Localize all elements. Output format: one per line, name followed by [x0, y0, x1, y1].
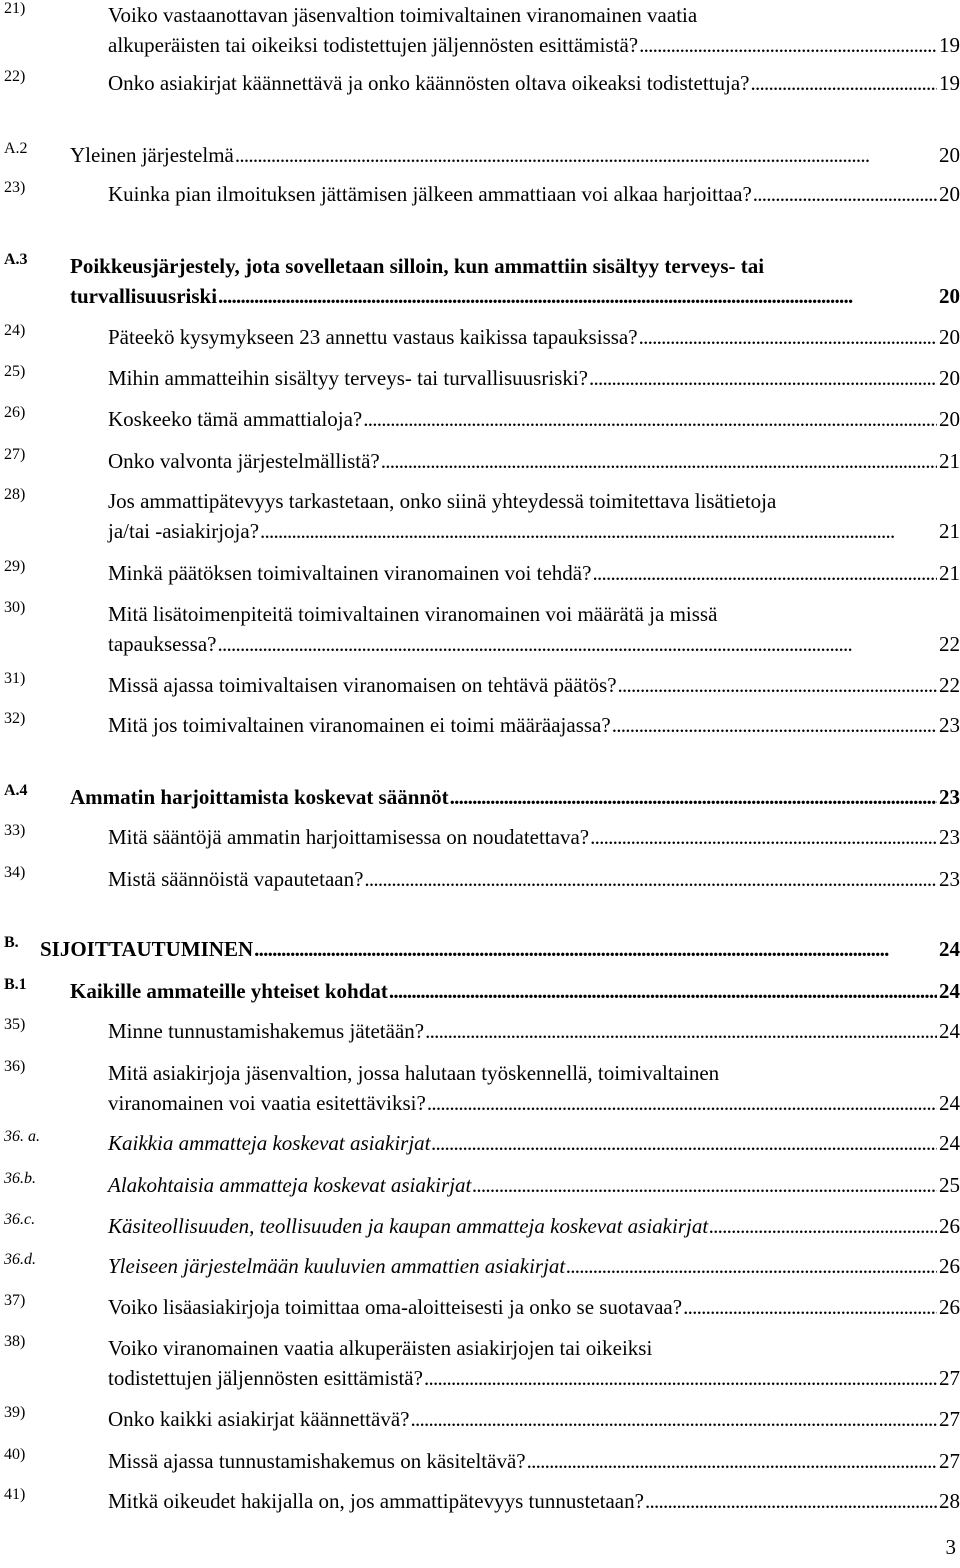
dot-leader	[612, 710, 937, 740]
entry-number: 36. a.	[4, 1128, 40, 1145]
entry-page-number: 19	[939, 71, 960, 95]
toc-entry-36d[interactable]	[0, 1251, 960, 1281]
entry-page-number: 27	[939, 1407, 960, 1431]
toc-entry-26[interactable]	[0, 404, 960, 434]
entry-number: 37)	[4, 1292, 26, 1309]
page-number: 3	[945, 1535, 956, 1559]
entry-page-number: 20	[939, 143, 960, 167]
entry-title-line: Koskeeko tämä ammattialoja?	[108, 407, 363, 431]
entry-page-number: 26	[939, 1254, 960, 1278]
toc-entry-36[interactable]	[0, 1058, 960, 1118]
entry-title-line: ja/tai -asiakirjoja?	[108, 519, 260, 543]
entry-page-number: 28	[939, 1489, 960, 1513]
entry-title-line: Missä ajassa tunnustamishakemus on käsiteltävä?	[108, 1449, 526, 1473]
entry-number: 24)	[4, 322, 26, 339]
dot-leader	[590, 822, 937, 852]
entry-title-line: Mitkä oikeudet hakijalla on, jos ammattipätevyys tunnustetaan?	[108, 1489, 644, 1513]
entry-page-number: 22	[939, 673, 960, 697]
dot-leader	[217, 629, 937, 659]
toc-entry-40[interactable]	[0, 1446, 960, 1476]
dot-leader	[639, 322, 937, 352]
entry-title-line: Mitä jos toimivaltainen viranomainen ei toimi määräajassa?	[108, 713, 611, 737]
dot-leader	[235, 140, 937, 170]
toc-section-B[interactable]	[0, 934, 960, 964]
entry-title-line: Kuinka pian ilmoituksen jättämisen jälkeen ammattiaan voi alkaa harjoittaa?	[108, 182, 752, 206]
toc-section-A3[interactable]	[0, 251, 960, 311]
toc-entry-23[interactable]	[0, 179, 960, 209]
entry-page-number: 20	[939, 284, 960, 308]
dot-leader	[427, 1088, 937, 1118]
entry-number: 31)	[4, 670, 26, 687]
entry-title-line: todistettujen jäljennösten esittämistä?	[108, 1366, 423, 1390]
entry-title-line: Käsiteollisuuden, teollisuuden ja kaupan ammatteja koskevat asiakirjat	[108, 1214, 709, 1238]
toc-entry-32[interactable]	[0, 710, 960, 740]
entry-page-number: 27	[939, 1449, 960, 1473]
toc-entry-28[interactable]	[0, 486, 960, 546]
entry-number: 36.b.	[4, 1170, 36, 1187]
dot-leader	[425, 1016, 937, 1046]
entry-page-number: 22	[939, 632, 960, 656]
entry-page-number: 27	[939, 1366, 960, 1390]
entry-title-line: Mihin ammatteihin sisältyy terveys- tai turvallisuusriski?	[108, 366, 589, 390]
entry-number: 26)	[4, 404, 26, 421]
toc-entry-29[interactable]	[0, 558, 960, 588]
entry-page-number: 20	[939, 407, 960, 431]
entry-number: 33)	[4, 822, 26, 839]
toc-entry-35[interactable]	[0, 1016, 960, 1046]
entry-title-line: Missä ajassa toimivaltaisen viranomaisen on tehtävä päätös?	[108, 673, 617, 697]
entry-number: 27)	[4, 446, 26, 463]
dot-leader	[750, 68, 937, 98]
entry-page-number: 23	[939, 867, 960, 891]
entry-title-line: viranomainen voi vaatia esitettäviksi?	[108, 1091, 426, 1115]
entry-page-number: 23	[939, 825, 960, 849]
entry-title-line: Yleiseen järjestelmään kuuluvien ammattien asiakirjat	[108, 1254, 566, 1278]
entry-page-number: 24	[939, 937, 960, 961]
dot-leader	[424, 1363, 937, 1393]
entry-number: 23)	[4, 179, 26, 196]
entry-number: 35)	[4, 1016, 26, 1033]
entry-page-number: 24	[939, 1019, 960, 1043]
entry-title-line: turvallisuusriski	[70, 284, 218, 308]
toc-entry-27[interactable]	[0, 446, 960, 476]
entry-page-number: 20	[939, 366, 960, 390]
toc-entry-31[interactable]	[0, 670, 960, 700]
entry-number: 41)	[4, 1486, 26, 1503]
toc-entry-39[interactable]	[0, 1404, 960, 1434]
entry-page-number: 23	[939, 713, 960, 737]
toc-entry-25[interactable]	[0, 363, 960, 393]
dot-leader	[218, 281, 937, 311]
entry-title-line: Kaikkia ammatteja koskevat asiakirjat	[108, 1131, 431, 1155]
dot-leader	[381, 446, 937, 476]
entry-title-line: Mitä asiakirjoja jäsenvaltion, jossa halutaan työskennellä, toimivaltainen	[108, 1061, 720, 1085]
toc-entry-30[interactable]	[0, 599, 960, 659]
dot-leader	[589, 363, 937, 393]
entry-title-line: Mitä sääntöjä ammatin harjoittamisessa on noudatettava?	[108, 825, 590, 849]
toc-entry-22[interactable]	[0, 68, 960, 98]
dot-leader	[753, 179, 937, 209]
toc-section-A4[interactable]	[0, 782, 960, 812]
entry-number: 36)	[4, 1058, 26, 1075]
entry-title-line: SIJOITTAUTUMINEN	[40, 937, 254, 961]
entry-number: 36.d.	[4, 1251, 36, 1268]
entry-page-number: 21	[939, 561, 960, 585]
dot-leader	[472, 1170, 937, 1200]
entry-page-number: 24	[939, 1131, 960, 1155]
toc-entry-24[interactable]	[0, 322, 960, 352]
entry-title-line: Minne tunnustamishakemus jätetään?	[108, 1019, 425, 1043]
dot-leader	[364, 864, 937, 894]
entry-page-number: 20	[939, 182, 960, 206]
entry-title-line: Onko kaikki asiakirjat käännettävä?	[108, 1407, 410, 1431]
dot-leader	[709, 1211, 937, 1241]
toc-entry-33[interactable]	[0, 822, 960, 852]
dot-leader	[260, 516, 937, 546]
entry-title-line: Yleinen järjestelmä	[70, 143, 234, 167]
entry-page-number: 21	[939, 449, 960, 473]
toc-entry-36b[interactable]	[0, 1170, 960, 1200]
entry-title-line: Voiko vastaanottavan jäsenvaltion toimivaltainen viranomainen vaatia	[108, 3, 698, 27]
dot-leader	[432, 1128, 937, 1158]
toc-entry-36c[interactable]	[0, 1211, 960, 1241]
toc-entry-21[interactable]	[0, 0, 960, 60]
dot-leader	[363, 404, 937, 434]
entry-title-line: alkuperäisten tai oikeiksi todistettujen jäljennösten esittämistä?	[108, 33, 639, 57]
dot-leader	[683, 1292, 937, 1322]
entry-title-line: Mitä lisätoimenpiteitä toimivaltainen viranomainen voi määrätä ja missä	[108, 602, 718, 626]
toc-entry-34[interactable]	[0, 864, 960, 894]
entry-number: A.4	[4, 782, 28, 799]
toc-entry-37[interactable]	[0, 1292, 960, 1322]
entry-number: 29)	[4, 558, 26, 575]
entry-title-line: tapauksessa?	[108, 632, 217, 656]
toc-section-B1[interactable]	[0, 976, 960, 1006]
toc-entry-38[interactable]	[0, 1333, 960, 1393]
entry-number: 22)	[4, 68, 26, 85]
entry-title-line: Onko asiakirjat käännettävä ja onko käännösten oltava oikeaksi todistettuja?	[108, 71, 750, 95]
entry-title-line: Poikkeusjärjestely, jota sovelletaan silloin, kun ammattiin sisältyy terveys- tai	[70, 254, 765, 278]
entry-page-number: 24	[939, 979, 960, 1003]
entry-title-line: Voiko lisäasiakirjoja toimittaa oma-aloitteisesti ja onko se suotavaa?	[108, 1295, 683, 1319]
entry-page-number: 21	[939, 519, 960, 543]
entry-number: 38)	[4, 1333, 26, 1350]
entry-number: 32)	[4, 710, 26, 727]
toc-entry-36a[interactable]	[0, 1128, 960, 1158]
entry-page-number: 19	[939, 33, 960, 57]
entry-page-number: 20	[939, 325, 960, 349]
entry-number: 28)	[4, 486, 26, 503]
entry-title-line: Onko valvonta järjestelmällistä?	[108, 449, 380, 473]
dot-leader	[527, 1446, 937, 1476]
entry-number: 40)	[4, 1446, 26, 1463]
toc-section-A2[interactable]	[0, 140, 960, 170]
entry-number: B.1	[4, 976, 27, 993]
entry-number: A.2	[4, 140, 28, 157]
entry-title-line: Minkä päätöksen toimivaltainen viranomainen voi tehdä?	[108, 561, 592, 585]
entry-title-line: Voiko viranomainen vaatia alkuperäisten asiakirjojen tai oikeiksi	[108, 1336, 653, 1360]
entry-number: 25)	[4, 363, 26, 380]
entry-number: 36.c.	[4, 1211, 36, 1228]
entry-number: 34)	[4, 864, 26, 881]
entry-page-number: 26	[939, 1214, 960, 1238]
dot-leader	[639, 30, 937, 60]
entry-title-line: Mistä säännöistä vapautetaan?	[108, 867, 364, 891]
dot-leader	[645, 1486, 937, 1516]
entry-page-number: 23	[939, 785, 960, 809]
entry-number: A.3	[4, 251, 28, 268]
entry-title-line: Alakohtaisia ammatteja koskevat asiakirjat	[108, 1173, 472, 1197]
entry-title-line: Ammatin harjoittamista koskevat säännöt	[70, 785, 449, 809]
entry-title-line: Kaikille ammateille yhteiset kohdat	[70, 979, 388, 1003]
entry-page-number: 24	[939, 1091, 960, 1115]
entry-title-line: Päteekö kysymykseen 23 annettu vastaus kaikissa tapauksissa?	[108, 325, 638, 349]
entry-number: 39)	[4, 1404, 26, 1421]
entry-number: B.	[4, 934, 19, 951]
entry-title-line: Jos ammattipätevyys tarkastetaan, onko siinä yhteydessä toimitettava lisätietoja	[108, 489, 777, 513]
dot-leader	[592, 558, 937, 588]
dot-leader	[389, 976, 937, 1006]
entry-number: 21)	[4, 0, 26, 17]
dot-leader	[410, 1404, 937, 1434]
entry-page-number: 25	[939, 1173, 960, 1197]
entry-page-number: 26	[939, 1295, 960, 1319]
dot-leader	[254, 934, 937, 964]
dot-leader	[566, 1251, 937, 1281]
dot-leader	[450, 782, 937, 812]
entry-number: 30)	[4, 599, 26, 616]
toc-entry-41[interactable]	[0, 1486, 960, 1516]
dot-leader	[618, 670, 937, 700]
